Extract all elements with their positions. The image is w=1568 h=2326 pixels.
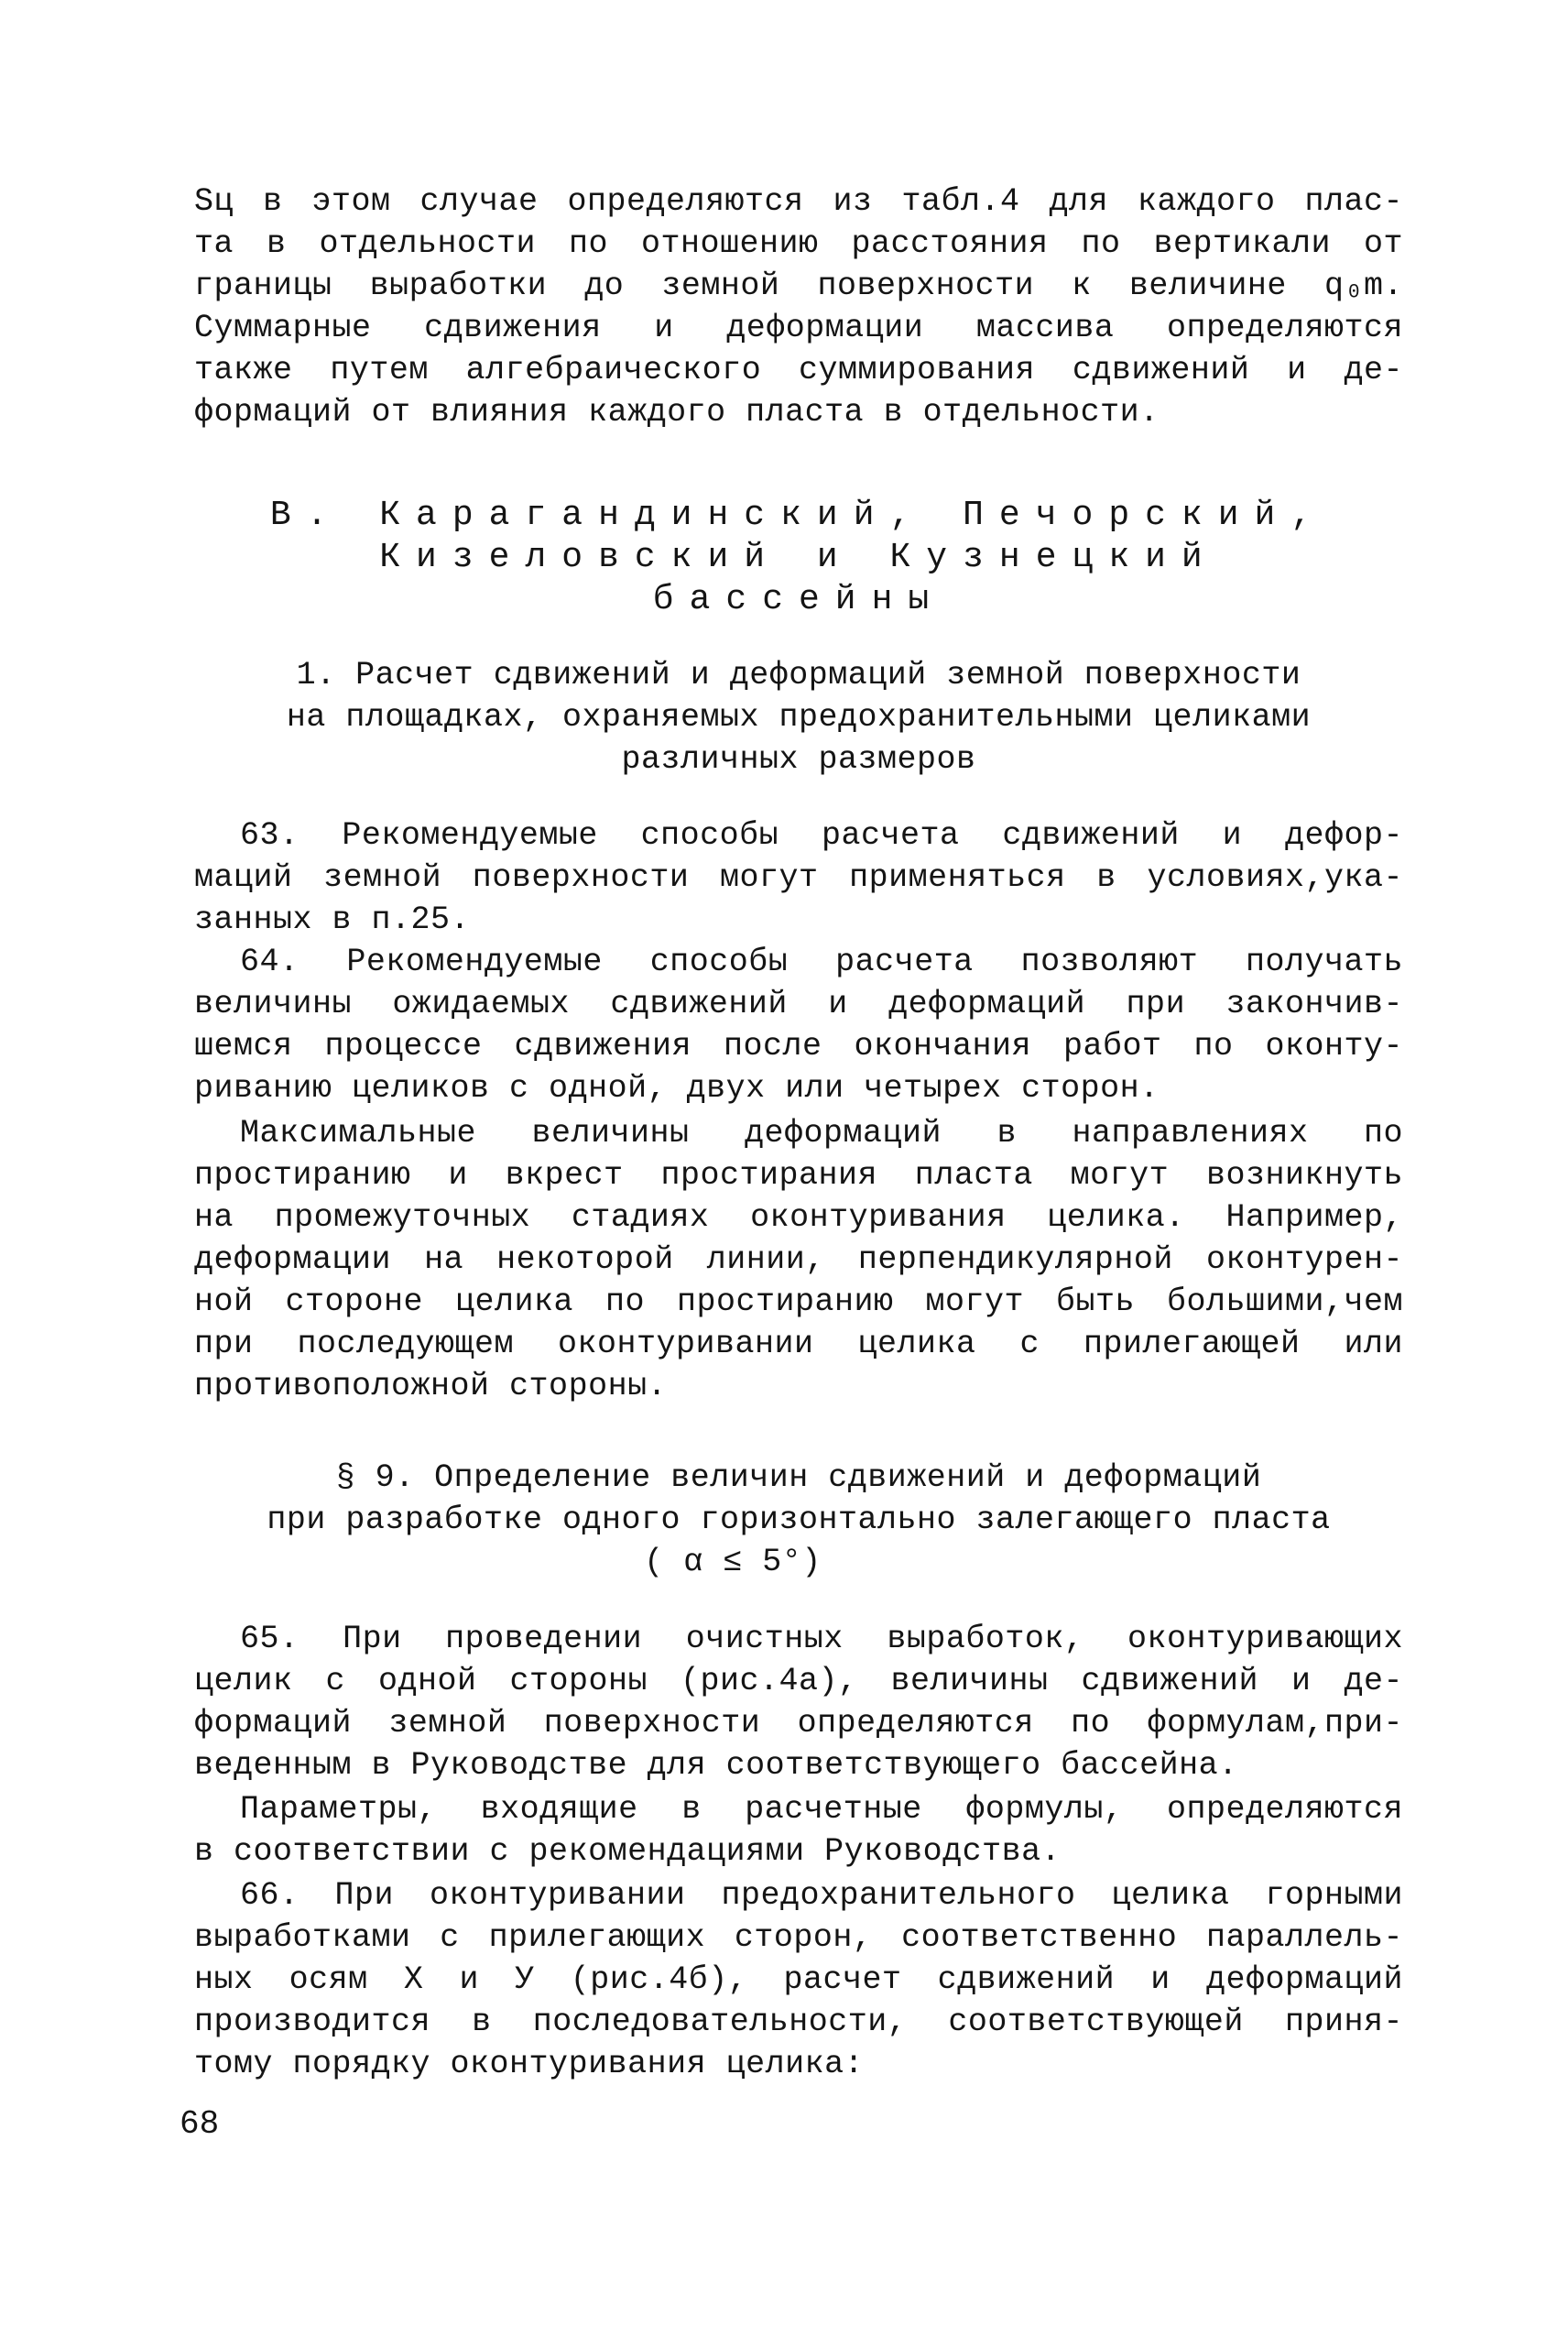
max-line-6: при последующем оконтуривании целика с прилегающей или: [194, 1326, 1403, 1362]
basin-heading-line-3: бассейны: [652, 580, 945, 619]
intro-line-6: формаций от влияния каждого пласта в отдельности.: [194, 394, 1160, 431]
intro-line-1: Sц в этом случае определяются из табл.4 для каждого плас-: [194, 183, 1403, 220]
item-63-line-2: маций земной поверхности могут применяться в условиях,ука-: [194, 859, 1403, 896]
item-66-line-3: ных осям Х и У (рис.4б), расчет сдвижений и деформаций: [194, 1961, 1403, 1998]
section-9-line-3: ( α ≤ 5°): [644, 1544, 822, 1580]
max-line-7: противоположной стороны.: [194, 1368, 668, 1404]
item-66-line-5: тому порядку оконтуривания целика:: [194, 2046, 865, 2082]
item-65-line-3: формаций земной поверхности определяются по формулам,при-: [194, 1705, 1403, 1742]
item-65-line-2: целик с одной стороны (рис.4а), величины сдвижений и де-: [194, 1663, 1403, 1699]
max-line-5: ной стороне целика по простиранию могут быть большими,чем: [194, 1283, 1403, 1320]
max-line-2: простиранию и вкрест простирания пласта могут возникнуть: [194, 1157, 1403, 1194]
section-9-line-2: при разработке одного горизонтально залегающего пласта: [267, 1502, 1331, 1538]
item-65-line-1: 65. При проведении очистных выработок, оконтуривающих: [240, 1621, 1403, 1657]
item-64-line-1: 64. Рекомендуемые способы расчета позволяют получать: [240, 944, 1403, 980]
subheading-1-line-1: 1. Расчет сдвижений и деформаций земной поверхности: [296, 657, 1301, 693]
subheading-1-line-2: на площадках, охраняемых предохранительными целиками: [286, 699, 1312, 736]
intro-line-5: также путем алгебраического суммирования сдвижений и де-: [194, 352, 1403, 388]
intro-line-3: границы выработки до земной поверхности к величине q₀m.: [194, 268, 1403, 304]
item-66-line-1: 66. При оконтуривании предохранительного целика горными: [240, 1877, 1403, 1914]
basin-heading-line-2: Кизеловский и Кузнецкий: [379, 538, 1218, 577]
page-number: 68: [180, 2105, 220, 2143]
max-line-3: на промежуточных стадиях оконтуривания целика. Например,: [194, 1199, 1403, 1236]
intro-line-4: Суммарные сдвижения и деформации массива определяются: [194, 310, 1403, 346]
item-64-line-3: шемся процессе сдвижения после окончания работ по оконту-: [194, 1028, 1403, 1065]
basin-heading-line-1: В. Карагандинский, Печорский,: [269, 496, 1328, 535]
section-9-line-1: § 9. Определение величин сдвижений и деформаций: [335, 1459, 1262, 1496]
intro-line-2: та в отдельности по отношению расстояния по вертикали от: [194, 225, 1403, 262]
item-63-line-1: 63. Рекомендуемые способы расчета сдвижений и дефор-: [240, 817, 1403, 854]
item-64-line-4: риванию целиков с одной, двух или четырех сторон.: [194, 1070, 1160, 1107]
params-line-1: Параметры, входящие в расчетные формулы, определяются: [240, 1791, 1403, 1828]
max-line-1: Максимальные величины деформаций в направлениях по: [240, 1115, 1403, 1152]
item-66-line-2: выработками с прилегающих сторон, соответственно параллель-: [194, 1919, 1403, 1956]
item-66-line-4: производится в последовательности, соответствующей приня-: [194, 2004, 1403, 2040]
item-65-line-4: веденным в Руководстве для соответствующего бассейна.: [194, 1747, 1238, 1784]
subheading-1-line-3: различных размеров: [621, 741, 976, 778]
item-63-line-3: занных в п.25.: [194, 901, 471, 938]
params-line-2: в соответствии с рекомендациями Руководства.: [194, 1833, 1062, 1870]
item-64-line-2: величины ожидаемых сдвижений и деформаций при закончив-: [194, 986, 1403, 1022]
max-line-4: деформации на некоторой линии, перпендикулярной оконтурен-: [194, 1241, 1403, 1278]
